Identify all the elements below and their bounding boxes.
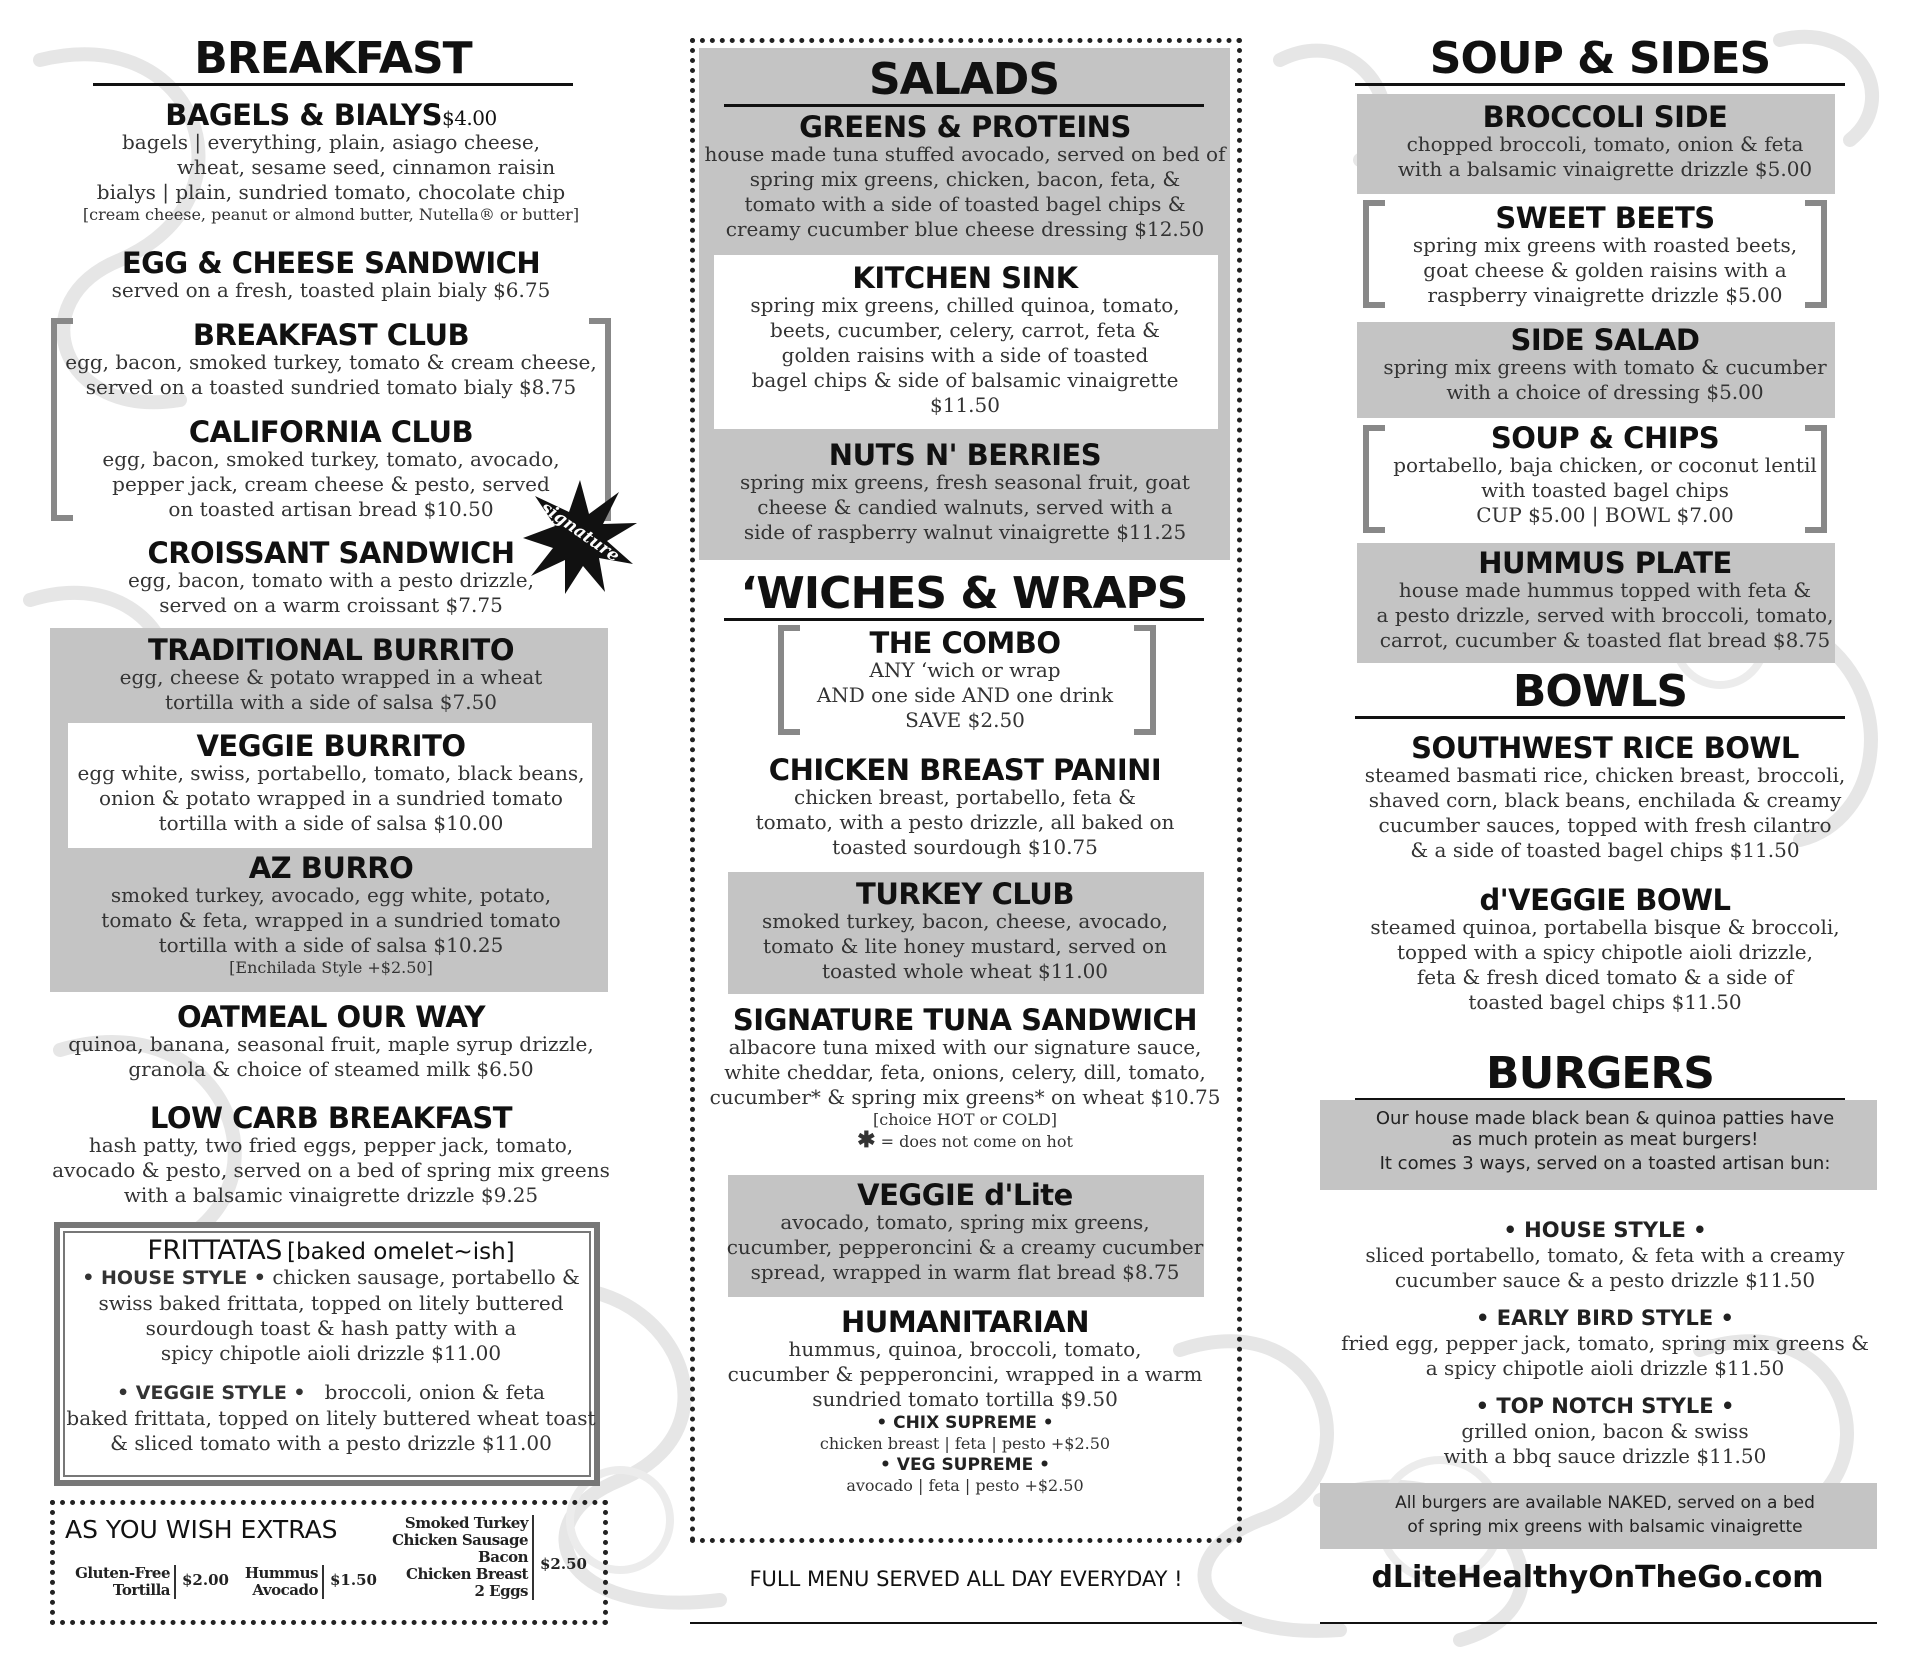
veggie-burrito-line3: tortilla with a side of salsa $10.00 bbox=[158, 811, 504, 836]
burger-top-label: • TOP NOTCH STYLE • bbox=[1475, 1394, 1735, 1418]
extras-price-3: $2.50 bbox=[540, 1555, 587, 1573]
oatmeal-name: OATMEAL OUR WAY bbox=[176, 1000, 486, 1034]
bagels-line3: bialys | plain, sundried tomato, chocolate chip bbox=[96, 180, 566, 205]
frittatas-item bbox=[48, 1237, 614, 1456]
southwest-name: SOUTHWEST RICE BOWL bbox=[1411, 731, 1799, 765]
chix-supreme-label: • CHIX SUPREME • bbox=[876, 1413, 1054, 1434]
humanitarian-line3: sundried tomato tortilla $9.50 bbox=[812, 1387, 1118, 1412]
burger-house-line1: sliced portabello, tomato, & feta with a creamy bbox=[1365, 1243, 1845, 1267]
extras-gluten-free-line2: Tortilla bbox=[112, 1581, 170, 1599]
naked-line1: All burgers are available NAKED, served on a bed bbox=[1395, 1493, 1815, 1513]
greens-line1: house made tuna stuffed avocado, served on bed of bbox=[704, 142, 1226, 167]
kitchen-sink-line4: bagel chips & side of balsamic vinaigrette bbox=[751, 368, 1179, 393]
croissant-item bbox=[48, 538, 614, 618]
burger-styles bbox=[1315, 1217, 1895, 1469]
kitchen-sink-line1: spring mix greens, chilled quinoa, tomato, bbox=[750, 293, 1180, 318]
burgers-title: BURGERS bbox=[1355, 1052, 1845, 1101]
california-club-line3: on toasted artisan bread $10.50 bbox=[168, 497, 494, 522]
sweet-beets-line1: spring mix greens with roasted beets, bbox=[1412, 233, 1798, 258]
frittatas-name: FRITTATAS bbox=[147, 1235, 282, 1266]
veggie-dlite-item bbox=[690, 1180, 1240, 1285]
broccoli-line1: chopped broccoli, tomato, onion & feta bbox=[1406, 132, 1804, 157]
trad-burrito-line1: egg, cheese & potato wrapped in a wheat bbox=[119, 665, 543, 690]
burger-early-label: • EARLY BIRD STYLE • bbox=[1476, 1306, 1734, 1330]
veggie-burrito-name: VEGGIE BURRITO bbox=[196, 729, 466, 763]
broccoli-line2: with a balsamic vinaigrette drizzle $5.00 bbox=[1397, 157, 1813, 182]
frittata-house-line3: sourdough toast & hash patty with a bbox=[145, 1316, 517, 1341]
tuna-item bbox=[690, 1005, 1240, 1152]
frittata-veggie-line3: & sliced tomato with a pesto drizzle $11.00 bbox=[110, 1431, 552, 1456]
bagels-note: [cream cheese, peanut or almond butter, Nutella® or butter] bbox=[82, 205, 580, 225]
greens-proteins-item bbox=[690, 112, 1240, 242]
combo-name: THE COMBO bbox=[869, 626, 1061, 660]
dveggie-name: d'VEGGIE BOWL bbox=[1479, 883, 1731, 917]
extras-proteins bbox=[390, 1515, 534, 1600]
low-carb-item bbox=[48, 1103, 614, 1208]
extras-price-2: $1.50 bbox=[330, 1571, 377, 1589]
bagels-line1: bagels | everything, plain, asiago cheese, bbox=[121, 130, 541, 155]
extras-hummus-avocado bbox=[238, 1565, 324, 1599]
side-salad-line1: spring mix greens with tomato & cucumber bbox=[1383, 355, 1827, 380]
bagels-item bbox=[48, 100, 614, 225]
veg-supreme-label: • VEG SUPREME • bbox=[880, 1455, 1050, 1476]
veggie-dlite-line2: cucumber, pepperoncini & a creamy cucumber bbox=[726, 1235, 1204, 1260]
panini-line2: tomato, with a pesto drizzle, all baked on bbox=[755, 810, 1175, 835]
burger-early-line2: a spicy chipotle aioli drizzle $11.50 bbox=[1425, 1356, 1785, 1380]
az-burro-line3: tortilla with a side of salsa $10.25 bbox=[158, 933, 504, 958]
soup-sides-title: SOUP & SIDES bbox=[1355, 37, 1845, 86]
soup-chips-name: SOUP & CHIPS bbox=[1490, 421, 1720, 455]
soup-chips-item bbox=[1315, 423, 1895, 528]
low-carb-line2: avocado & pesto, served on a bed of spring mix greens bbox=[52, 1158, 610, 1183]
breakfast-title: BREAKFAST bbox=[93, 37, 573, 86]
egg-cheese-desc: served on a fresh, toasted plain bialy $6.75 bbox=[111, 278, 551, 303]
extras-gluten-free-line1: Gluten-Free bbox=[75, 1564, 170, 1582]
veggie-dlite-line3: spread, wrapped in warm flat bread $8.75 bbox=[750, 1260, 1180, 1285]
dveggie-bowl-item bbox=[1315, 885, 1895, 1015]
oatmeal-item bbox=[48, 1002, 614, 1082]
hummus-line3: carrot, cucumber & toasted flat bread $8.75 bbox=[1379, 628, 1831, 653]
dveggie-line2: topped with a spicy chipotle aioli drizzle, bbox=[1397, 940, 1813, 965]
dveggie-line3: feta & fresh diced tomato & a side of bbox=[1416, 965, 1794, 990]
website-rule bbox=[1320, 1622, 1877, 1624]
greens-line2: spring mix greens, chicken, bacon, feta, & bbox=[749, 167, 1181, 192]
trad-burrito-name: TRADITIONAL BURRITO bbox=[148, 633, 514, 667]
kitchen-sink-name: KITCHEN SINK bbox=[852, 261, 1078, 295]
hummus-line2: a pesto drizzle, served with broccoli, tomato, bbox=[1376, 603, 1834, 628]
panini-line1: chicken breast, portabello, feta & bbox=[794, 785, 1136, 810]
breakfast-club-item bbox=[48, 320, 614, 400]
extras-title: AS YOU WISH EXTRAS bbox=[65, 1515, 338, 1544]
frittata-veggie-line1: broccoli, onion & feta bbox=[324, 1380, 545, 1405]
tuna-note2: = does not come on hot bbox=[880, 1132, 1073, 1152]
humanitarian-name: HUMANITARIAN bbox=[841, 1305, 1089, 1339]
greens-line3: tomato with a side of toasted bagel chips & bbox=[744, 192, 1186, 217]
california-club-line2: pepper jack, cream cheese & pesto, served bbox=[112, 472, 550, 497]
hummus-name: HUMMUS PLATE bbox=[1478, 546, 1732, 580]
turkey-club-line2: tomato & lite honey mustard, served on bbox=[763, 934, 1167, 959]
southwest-line3: cucumber sauces, topped with fresh cilantro bbox=[1378, 813, 1832, 838]
broccoli-item bbox=[1315, 102, 1895, 182]
humanitarian-line2: cucumber & pepperoncini, wrapped in a warm bbox=[727, 1362, 1203, 1387]
az-burro-line2: tomato & feta, wrapped in a sundried tomato bbox=[101, 908, 561, 933]
turkey-club-line1: smoked turkey, bacon, cheese, avocado, bbox=[762, 909, 1168, 934]
veggie-burrito-item bbox=[48, 731, 614, 836]
southwest-bowl-item bbox=[1315, 733, 1895, 863]
kitchen-sink-item bbox=[690, 263, 1240, 418]
panini-name: CHICKEN BREAST PANINI bbox=[768, 753, 1162, 787]
extras-two-eggs: 2 Eggs bbox=[474, 1582, 528, 1600]
combo-line2: AND one side AND one drink bbox=[816, 683, 1114, 708]
naked-note bbox=[1315, 1491, 1895, 1539]
panini-line3: toasted sourdough $10.75 bbox=[832, 835, 1098, 860]
breakfast-club-line2: served on a toasted sundried tomato bialy $8.75 bbox=[85, 375, 577, 400]
tuna-line2: white cheddar, feta, onions, celery, dill, tomato, bbox=[724, 1060, 1206, 1085]
extras-gluten-free bbox=[65, 1565, 176, 1599]
panini-item bbox=[690, 755, 1240, 860]
extras-avocado-line: Avocado bbox=[252, 1581, 318, 1599]
frittata-house-line4: spicy chipotle aioli drizzle $11.00 bbox=[160, 1341, 502, 1366]
sweet-beets-line2: goat cheese & golden raisins with a bbox=[1423, 258, 1787, 283]
croissant-name: CROISSANT SANDWICH bbox=[147, 536, 515, 570]
burger-top-line1: grilled onion, bacon & swiss bbox=[1461, 1419, 1749, 1443]
california-club-name: CALIFORNIA CLUB bbox=[188, 415, 474, 449]
extras-hummus-line: Hummus bbox=[244, 1564, 318, 1582]
burgers-intro-line3: It comes 3 ways, served on a toasted artisan bun: bbox=[1379, 1153, 1831, 1174]
side-salad-line2: with a choice of dressing $5.00 bbox=[1446, 380, 1764, 405]
tuna-note1: [choice HOT or COLD] bbox=[872, 1110, 1058, 1130]
soup-chips-line3: CUP $5.00 | BOWL $7.00 bbox=[1476, 503, 1734, 528]
soup-chips-line1: portabello, baja chicken, or coconut lentil bbox=[1393, 453, 1817, 478]
salads-title: SALADS bbox=[724, 58, 1204, 107]
asterisk-icon: ✱ bbox=[857, 1127, 876, 1154]
veggie-dlite-line1: avocado, tomato, spring mix greens, bbox=[780, 1210, 1150, 1235]
extras-bacon: Bacon bbox=[478, 1548, 528, 1566]
bagels-price: $4.00 bbox=[441, 106, 497, 130]
veggie-burrito-line1: egg white, swiss, portabello, tomato, black beans, bbox=[77, 761, 585, 786]
nuts-berries-line1: spring mix greens, fresh seasonal fruit, goat bbox=[740, 470, 1190, 495]
frittata-veggie-line2: baked frittata, topped on litely buttered wheat toast bbox=[66, 1406, 596, 1431]
tuna-line1: albacore tuna mixed with our signature sauce, bbox=[728, 1035, 1202, 1060]
burger-top-line2: with a bbq sauce drizzle $11.50 bbox=[1443, 1444, 1767, 1468]
low-carb-line1: hash patty, two fried eggs, pepper jack, tomato, bbox=[88, 1133, 574, 1158]
croissant-line2: served on a warm croissant $7.75 bbox=[159, 593, 503, 618]
frittata-house-label: • HOUSE STYLE • bbox=[82, 1267, 266, 1290]
bagels-line2: wheat, sesame seed, cinnamon raisin bbox=[176, 155, 556, 180]
greens-line4: creamy cucumber blue cheese dressing $12.50 bbox=[725, 217, 1205, 242]
humanitarian-item bbox=[690, 1307, 1240, 1496]
nuts-berries-line2: cheese & candied walnuts, served with a bbox=[757, 495, 1173, 520]
dveggie-line1: steamed quinoa, portabella bisque & broccoli, bbox=[1370, 915, 1840, 940]
veg-supreme-desc: avocado | feta | pesto +$2.50 bbox=[846, 1476, 1084, 1496]
burgers-intro-line1: Our house made black bean & quinoa patties have bbox=[1375, 1108, 1835, 1129]
egg-cheese-item bbox=[48, 248, 614, 303]
website-link[interactable]: dLiteHealthyOnTheGo.com bbox=[1371, 1560, 1824, 1595]
side-salad-item bbox=[1315, 325, 1895, 405]
extras-chicken-sausage: Chicken Sausage bbox=[392, 1531, 528, 1549]
egg-cheese-name: EGG & CHEESE SANDWICH bbox=[121, 246, 541, 280]
dveggie-line4: toasted bagel chips $11.50 bbox=[1468, 990, 1742, 1015]
humanitarian-line1: hummus, quinoa, broccoli, tomato, bbox=[788, 1337, 1142, 1362]
turkey-club-line3: toasted whole wheat $11.00 bbox=[821, 959, 1109, 984]
frittata-veggie-label: • VEGGIE STYLE • bbox=[117, 1382, 306, 1405]
nuts-berries-item bbox=[690, 440, 1240, 545]
greens-proteins-name: GREENS & PROTEINS bbox=[799, 110, 1131, 144]
frittata-house-line2: swiss baked frittata, topped on litely buttered bbox=[98, 1291, 564, 1316]
wiches-title: ‘WICHES & WRAPS bbox=[724, 572, 1204, 621]
tuna-name: SIGNATURE TUNA SANDWICH bbox=[732, 1003, 1198, 1037]
trad-burrito-item bbox=[48, 635, 614, 715]
bagels-name: BAGELS & BIALYS bbox=[165, 98, 442, 132]
frittatas-sub: [baked omelet~ish] bbox=[287, 1239, 515, 1265]
footer-rule bbox=[690, 1622, 1242, 1624]
extras-price-1: $2.00 bbox=[182, 1571, 229, 1589]
kitchen-sink-line2: beets, cucumber, celery, carrot, feta & bbox=[770, 318, 1160, 343]
croissant-line1: egg, bacon, tomato with a pesto drizzle, bbox=[128, 568, 534, 593]
az-burro-name: AZ BURRO bbox=[248, 851, 414, 885]
burgers-intro-line2: as much protein as meat burgers! bbox=[1451, 1129, 1759, 1150]
tuna-line3: cucumber* & spring mix greens* on wheat $10.75 bbox=[709, 1085, 1221, 1110]
southwest-line1: steamed basmati rice, chicken breast, broccoli, bbox=[1364, 763, 1846, 788]
broccoli-name: BROCCOLI SIDE bbox=[1482, 100, 1728, 134]
southwest-line4: & a side of toasted bagel chips $11.50 bbox=[1410, 838, 1800, 863]
chix-supreme-desc: chicken breast | feta | pesto +$2.50 bbox=[819, 1434, 1111, 1454]
hummus-line1: house made hummus topped with feta & bbox=[1398, 578, 1812, 603]
oatmeal-line1: quinoa, banana, seasonal fruit, maple syrup drizzle, bbox=[68, 1032, 594, 1057]
sweet-beets-line3: raspberry vinaigrette drizzle $5.00 bbox=[1427, 283, 1783, 308]
bowls-title: BOWLS bbox=[1355, 670, 1845, 719]
turkey-club-item bbox=[690, 879, 1240, 984]
az-burro-item bbox=[48, 853, 614, 978]
low-carb-line3: with a balsamic vinaigrette drizzle $9.25 bbox=[123, 1183, 539, 1208]
sweet-beets-item bbox=[1315, 203, 1895, 308]
veggie-burrito-line2: onion & potato wrapped in a sundried tomato bbox=[99, 786, 563, 811]
combo-item bbox=[690, 628, 1240, 733]
southwest-line2: shaved corn, black beans, enchilada & creamy bbox=[1368, 788, 1842, 813]
trad-burrito-line2: tortilla with a side of salsa $7.50 bbox=[164, 690, 498, 715]
kitchen-sink-line5: $11.50 bbox=[930, 393, 1000, 418]
nuts-berries-name: NUTS N' BERRIES bbox=[828, 438, 1102, 472]
veggie-dlite-name: VEGGIE d'Lite bbox=[857, 1178, 1073, 1212]
signature-badge-text: signature bbox=[536, 497, 624, 567]
breakfast-club-name: BREAKFAST CLUB bbox=[192, 318, 470, 352]
nuts-berries-line3: side of raspberry walnut vinaigrette $11.25 bbox=[743, 520, 1187, 545]
extras-box bbox=[50, 1500, 608, 1625]
az-burro-note: [Enchilada Style +$2.50] bbox=[229, 958, 433, 978]
burger-early-line1: fried egg, pepper jack, tomato, spring mix greens & bbox=[1341, 1331, 1869, 1355]
turkey-club-name: TURKEY CLUB bbox=[856, 877, 1074, 911]
hummus-item bbox=[1315, 548, 1895, 653]
kitchen-sink-line3: golden raisins with a side of toasted bbox=[781, 343, 1149, 368]
frittata-house-line1: chicken sausage, portabello & bbox=[272, 1265, 580, 1290]
side-salad-name: SIDE SALAD bbox=[1510, 323, 1700, 357]
naked-line2: of spring mix greens with balsamic vinaigrette bbox=[1407, 1517, 1803, 1537]
combo-line1: ANY ‘wich or wrap bbox=[869, 658, 1061, 683]
az-burro-line1: smoked turkey, avocado, egg white, potato, bbox=[110, 883, 552, 908]
oatmeal-line2: granola & choice of steamed milk $6.50 bbox=[128, 1057, 534, 1082]
extras-smoked-turkey: Smoked Turkey bbox=[404, 1514, 528, 1532]
burger-house-line2: cucumber sauce & a pesto drizzle $11.50 bbox=[1394, 1268, 1816, 1292]
combo-line3: SAVE $2.50 bbox=[905, 708, 1025, 733]
full-menu-footer: FULL MENU SERVED ALL DAY EVERYDAY ! bbox=[749, 1567, 1183, 1591]
low-carb-name: LOW CARB BREAKFAST bbox=[149, 1101, 513, 1135]
burger-house-label: • HOUSE STYLE • bbox=[1503, 1218, 1707, 1242]
soup-chips-line2: with toasted bagel chips bbox=[1481, 478, 1729, 503]
breakfast-club-line1: egg, bacon, smoked turkey, tomato & cream cheese, bbox=[65, 350, 597, 375]
california-club-line1: egg, bacon, smoked turkey, tomato, avocado, bbox=[102, 447, 560, 472]
extras-chicken-breast: Chicken Breast bbox=[406, 1565, 528, 1583]
burgers-intro bbox=[1315, 1108, 1895, 1178]
sweet-beets-name: SWEET BEETS bbox=[1495, 201, 1715, 235]
